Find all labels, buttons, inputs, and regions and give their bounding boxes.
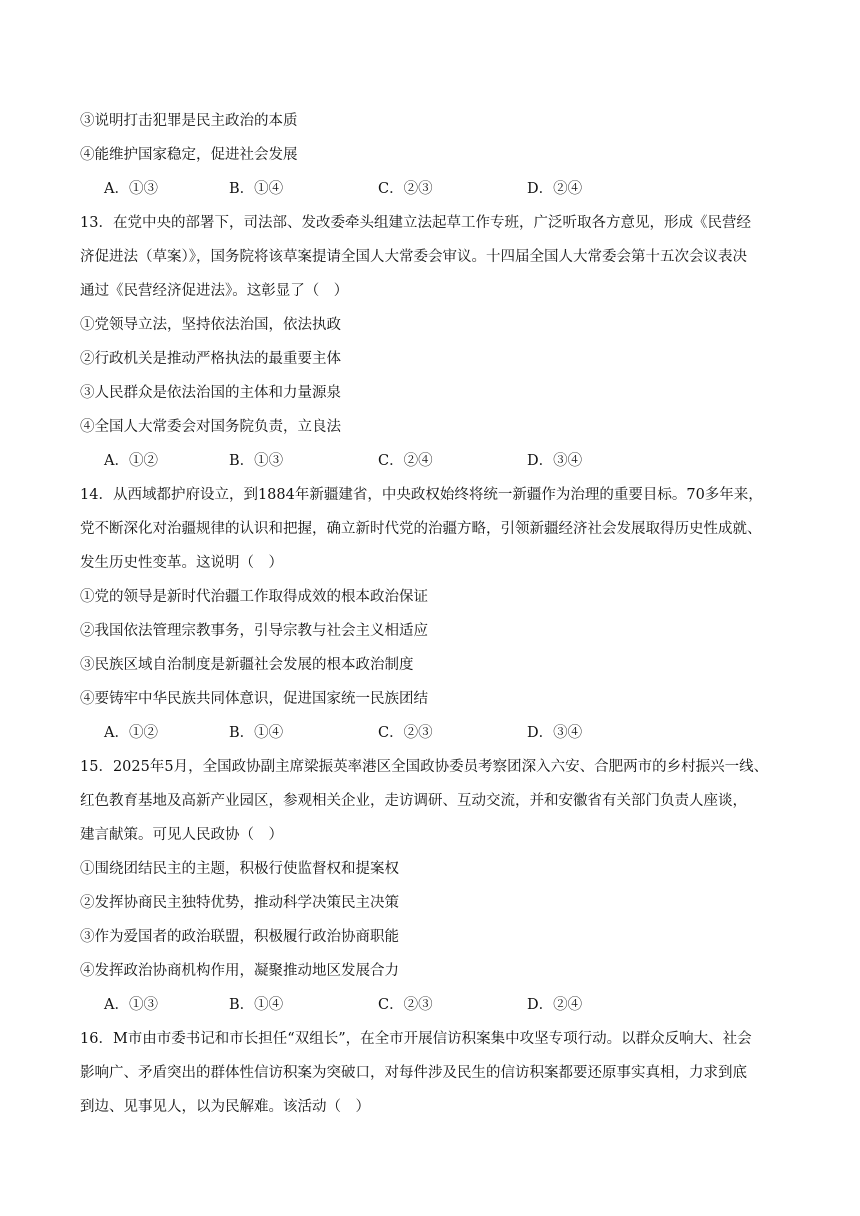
q14-option-d[interactable]: D．③④ [527,725,583,741]
q15-stem-line-3: 建言献策。可见人民政协（ ） [80,827,283,843]
q15-stem-line-2: 红色教育基地及高新产业园区，参观相关企业，走访调研、互动交流，并和安徽省有关部门负责人座谈， [80,793,747,809]
q16-stem-line-2: 影响广、矛盾突出的群体性信访积案为突破口，对每件涉及民生的信访积案都要还原事实真相，力求到底 [80,1065,747,1081]
q15-options [80,995,780,1015]
q14-option-a[interactable]: A．①② [104,725,158,741]
q14-stem-line-2: 党不断深化对治疆规律的认识和把握，确立新时代党的治疆方略，引领新疆经济社会发展取得历史性成就、 [80,521,762,537]
q12-option-a[interactable]: A．①③ [104,181,158,197]
q15-item-4: ④发挥政治协商机构作用，凝聚推动地区发展合力 [80,963,399,979]
q14-item-3: ③民族区域自治制度是新疆社会发展的根本政治制度 [80,657,414,673]
q13-item-3: ③人民群众是依法治国的主体和力量源泉 [80,385,341,401]
q16-stem-line-1: 16．M市由市委书记和市长担任“双组长”，在全市开展信访积案集中攻坚专项行动。以群众反响大、社会 [80,1031,752,1047]
q12-item-3: ③说明打击犯罪是民主政治的本质 [80,113,298,129]
q13-item-2: ②行政机关是推动严格执法的最重要主体 [80,351,341,367]
q15-option-b[interactable]: B．①④ [229,997,284,1013]
q12-option-b[interactable]: B．①④ [229,181,284,197]
q14-item-2: ②我国依法管理宗教事务，引导宗教与社会主义相适应 [80,623,428,639]
q15-option-d[interactable]: D．②④ [527,997,583,1013]
q12-item-4: ④能维护国家稳定，促进社会发展 [80,147,298,163]
q14-option-b[interactable]: B．①④ [229,725,284,741]
q15-stem-line-1: 15．2025年5月，全国政协副主席梁振英率港区全国政协委员考察团深入六安、合肥两市的乡村振兴一线、 [80,759,769,775]
q15-option-a[interactable]: A．①③ [104,997,158,1013]
q13-option-a[interactable]: A．①② [104,453,158,469]
q13-stem-line-2: 济促进法（草案）》，国务院将该草案提请全国人大常委会审议。十四届全国人大常委会第十五次会议表决 [80,249,747,265]
q12-option-d[interactable]: D．②④ [527,181,583,197]
q15-option-c[interactable]: C．②③ [378,997,433,1013]
q15-item-1: ①围绕团结民主的主题，积极行使监督权和提案权 [80,861,399,877]
q13-stem-line-3: 通过《民营经济促进法》。这彰显了（ ） [80,283,349,299]
q14-item-4: ④要铸牢中华民族共同体意识，促进国家统一民族团结 [80,691,428,707]
q12-option-c[interactable]: C．②③ [378,181,433,197]
q14-item-1: ①党的领导是新时代治疆工作取得成效的根本政治保证 [80,589,428,605]
q13-option-c[interactable]: C．②④ [378,453,433,469]
q15-item-2: ②发挥协商民主独特优势，推动科学决策民主决策 [80,895,399,911]
q16-stem-line-3: 到边、见事见人，以为民解难。该活动（ ） [80,1099,370,1115]
q14-options [80,723,780,743]
q14-stem-line-1: 14．从西域都护府设立，到1884年新疆建省，中央政权始终将统一新疆作为治理的重要目标。70多年来， [80,487,763,503]
q14-option-c[interactable]: C．②③ [378,725,433,741]
q13-option-d[interactable]: D．③④ [527,453,583,469]
q13-option-b[interactable]: B．①③ [229,453,284,469]
q13-options [80,451,780,471]
q14-stem-line-3: 发生历史性变革。这说明（ ） [80,555,283,571]
q15-item-3: ③作为爱国者的政治联盟，积极履行政治协商职能 [80,929,399,945]
q12-options [80,179,780,199]
q13-item-4: ④全国人大常委会对国务院负责，立良法 [80,419,341,435]
q13-item-1: ①党领导立法，坚持依法治国，依法执政 [80,317,341,333]
q13-stem-line-1: 13．在党中央的部署下，司法部、发改委牵头组建立法起草工作专班，广泛听取各方意见，形成《民营经 [80,215,751,231]
